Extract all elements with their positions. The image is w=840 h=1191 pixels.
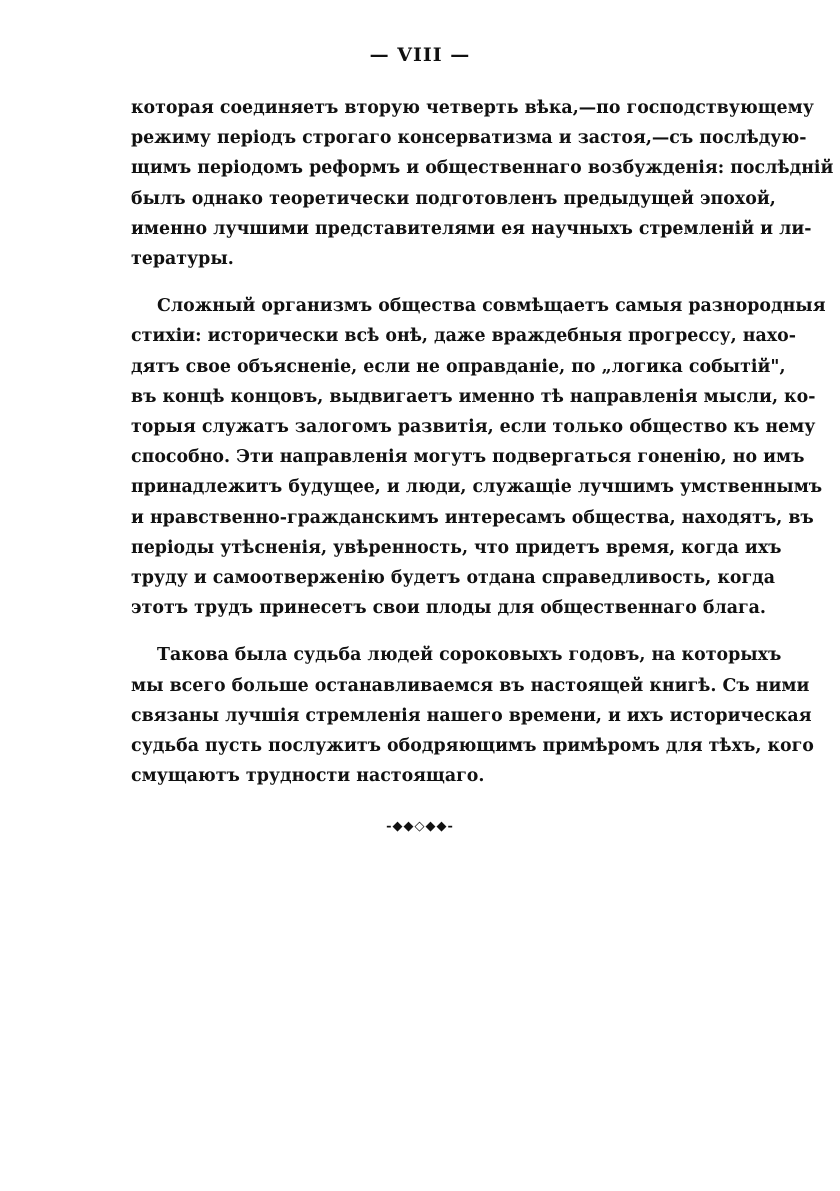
paragraph xyxy=(131,93,834,274)
text-line: Сложный организмъ общества совмѣщаетъ самыя разнородныя xyxy=(157,296,826,317)
text-line: связаны лучшія стремленія нашего времени, и ихъ историческая xyxy=(131,705,812,726)
paragraph xyxy=(131,291,826,623)
text-line: способно. Эти направленія могутъ подвергаться гоненію, но имъ xyxy=(131,447,805,468)
text-line: этотъ трудъ принесетъ свои плоды для общественнаго блага. xyxy=(131,598,766,619)
text-line: режиму періодъ строгаго консерватизма и застоя,—съ послѣдую- xyxy=(131,128,807,149)
text-line: и нравственно-гражданскимъ интересамъ общества, находятъ, въ xyxy=(131,507,814,528)
text-line: труду и самоотверженію будетъ отдана справедливость, когда xyxy=(131,568,776,589)
paragraph xyxy=(131,640,814,791)
text-line: былъ однако теоретически подготовленъ предыдущей эпохой, xyxy=(131,188,776,209)
text-line: въ концѣ концовъ, выдвигаетъ именно тѣ направленія мысли, ко- xyxy=(131,386,816,407)
text-line: дятъ свое объясненіе, если не оправданіе, по „логика событій", xyxy=(131,356,786,377)
text-line: именно лучшими представителями ея научныхъ стремленій и ли- xyxy=(131,218,812,239)
text-line: періоды утѣсненія, увѣренность, что придетъ время, когда ихъ xyxy=(131,537,782,558)
body-text xyxy=(131,93,834,808)
text-line: смущаютъ трудности настоящаго. xyxy=(131,766,485,787)
text-line: Такова была судьба людей сороковыхъ годовъ, на которыхъ xyxy=(157,645,782,666)
text-line: судьба пусть послужитъ ободряющимъ примѣромъ для тѣхъ, кого xyxy=(131,736,814,757)
text-line: которая соединяетъ вторую четверть вѣка,—по господствующему xyxy=(131,98,814,118)
text-line: торыя служатъ залогомъ развитія, если только общество къ нему xyxy=(131,417,816,438)
decorative-ornament: -◆◆◇◆◆- xyxy=(386,819,454,834)
text-line: тературы. xyxy=(131,249,234,270)
text-line: щимъ періодомъ реформъ и общественнаго возбужденія: послѣдній xyxy=(131,158,834,179)
page-number: — VIII — xyxy=(369,44,471,66)
text-line: принадлежитъ будущее, и люди, служащіе лучшимъ умственнымъ xyxy=(131,477,823,498)
text-line: мы всего больше останавливаемся въ настоящей книгѣ. Съ ними xyxy=(131,675,810,696)
text-line: стихіи: исторически всѣ онѣ, даже враждебныя прогрессу, нахо- xyxy=(131,326,796,347)
